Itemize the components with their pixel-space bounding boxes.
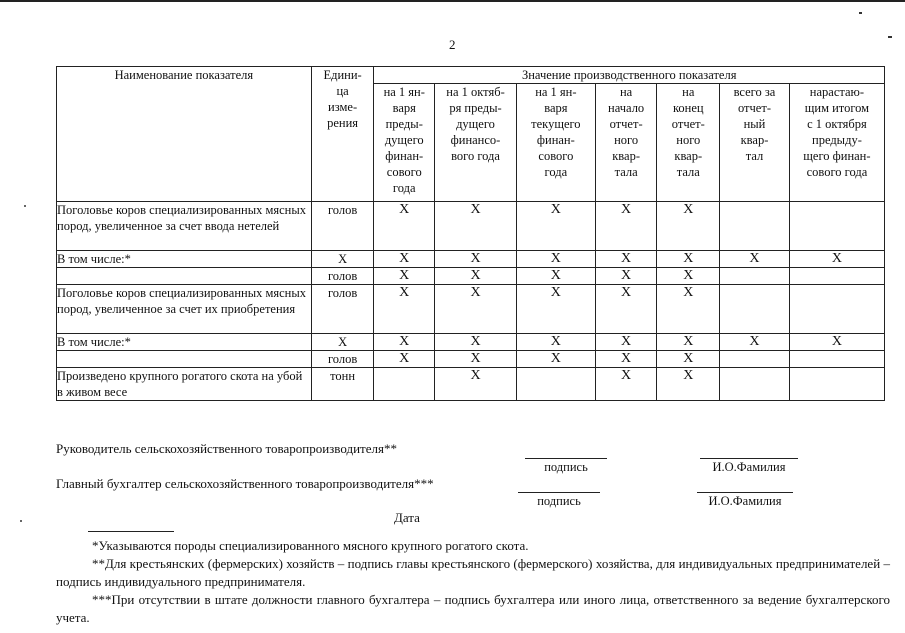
page-number: 2 xyxy=(449,37,456,52)
row-value-cell: X xyxy=(595,251,657,268)
footnote-2: **Для крестьянских (фермерских) хозяйств – подпись главы крестьянского (фермерского) хозяйства, для индивидуальных предпринимателей – подпись индивидуального предпринимателя. xyxy=(56,556,890,589)
header-unit: Едини- ца изме- рения xyxy=(311,67,374,202)
row-value-cell: X xyxy=(720,334,790,351)
table-row xyxy=(57,268,885,285)
row-value-cell xyxy=(789,351,884,368)
row-value-cell xyxy=(720,268,790,285)
row-indicator-name xyxy=(57,351,312,368)
manager-name-caption: И.О.Фамилия xyxy=(712,460,786,474)
row-value-cell xyxy=(720,351,790,368)
table-header-row xyxy=(57,67,885,84)
row-value-cell xyxy=(720,202,790,251)
row-value-cell: X xyxy=(374,285,435,334)
row-value-cell: X xyxy=(595,334,657,351)
header-column-3: на 1 ян- варя текущего финан- сового года xyxy=(516,84,595,202)
table-row xyxy=(57,202,885,251)
scan-mark xyxy=(20,520,22,522)
row-value-cell: X xyxy=(595,351,657,368)
header-indicator-name: Наименование показателя xyxy=(57,67,312,202)
row-value-cell: X xyxy=(374,351,435,368)
row-value-cell: X xyxy=(595,202,657,251)
date-label: Дата xyxy=(394,510,420,525)
row-value-cell: X xyxy=(657,334,720,351)
table-row xyxy=(57,368,885,401)
row-value-cell: X xyxy=(435,285,517,334)
accountant-label: Главный бухгалтер сельскохозяйственного товаропроизводителя*** xyxy=(56,476,434,491)
row-value-cell: X xyxy=(516,351,595,368)
accountant-signature-caption: подпись xyxy=(537,494,581,508)
row-value-cell: X xyxy=(435,268,517,285)
row-unit: голов xyxy=(311,202,374,251)
row-value-cell: X xyxy=(516,334,595,351)
row-value-cell: X xyxy=(657,368,720,401)
row-indicator-name: В том числе:* xyxy=(57,251,312,268)
row-unit: голов xyxy=(311,351,374,368)
row-value-cell: X xyxy=(720,251,790,268)
scan-mark xyxy=(859,12,862,14)
manager-signature-caption: подпись xyxy=(544,460,588,474)
row-value-cell: X xyxy=(435,368,517,401)
scan-mark xyxy=(24,205,26,207)
row-value-cell xyxy=(516,368,595,401)
scan-mark xyxy=(888,36,892,38)
row-value-cell xyxy=(720,368,790,401)
row-indicator-name: Произведено крупного рогатого скота на убой в живом весе xyxy=(57,368,312,401)
row-indicator-name: В том числе:* xyxy=(57,334,312,351)
row-value-cell xyxy=(374,368,435,401)
row-value-cell xyxy=(789,268,884,285)
table-row xyxy=(57,351,885,368)
row-indicator-name xyxy=(57,268,312,285)
manager-name-line xyxy=(700,458,798,459)
table-row xyxy=(57,285,885,334)
accountant-signature-line xyxy=(518,492,600,493)
row-value-cell: X xyxy=(516,202,595,251)
row-value-cell: X xyxy=(657,202,720,251)
row-value-cell: X xyxy=(595,285,657,334)
row-unit: X xyxy=(311,251,374,268)
footnote-1: *Указываются породы специализированного мясного крупного рогатого скота. xyxy=(92,538,529,553)
header-column-5: на конец отчет- ного квар- тала xyxy=(657,84,720,202)
row-value-cell: X xyxy=(657,285,720,334)
header-column-1: на 1 ян- варя преды- дущего финан- сового года xyxy=(374,84,435,202)
row-unit: голов xyxy=(311,285,374,334)
row-value-cell: X xyxy=(374,251,435,268)
row-value-cell: X xyxy=(435,351,517,368)
footnote-separator xyxy=(88,531,174,532)
row-value-cell: X xyxy=(435,202,517,251)
row-value-cell: X xyxy=(516,268,595,285)
row-unit: X xyxy=(311,334,374,351)
header-column-6: всего за отчет- ный квар- тал xyxy=(720,84,790,202)
footnote-3: ***При отсутствии в штате должности главного бухгалтера – подпись бухгалтера или иного лица, ответственного за ведение бухгалтерского учета. xyxy=(56,592,890,625)
header-value-group: Значение производственного показателя xyxy=(374,67,885,84)
row-value-cell xyxy=(789,285,884,334)
row-value-cell: X xyxy=(595,368,657,401)
row-value-cell xyxy=(789,202,884,251)
row-indicator-name: Поголовье коров специализированных мясных пород, увеличенное за счет ввода нетелей xyxy=(57,202,312,251)
header-column-2: на 1 октяб- ря преды- дущего финансо- вого года xyxy=(435,84,517,202)
row-value-cell: X xyxy=(657,251,720,268)
row-value-cell xyxy=(789,368,884,401)
row-value-cell: X xyxy=(374,268,435,285)
production-indicators-table xyxy=(56,66,885,401)
row-indicator-name: Поголовье коров специализированных мясных пород, увеличенное за счет их приобретения xyxy=(57,285,312,334)
header-column-7: нарастаю- щим итогом с 1 октября предыду- щего финан- сового года xyxy=(789,84,884,202)
row-value-cell: X xyxy=(435,251,517,268)
row-value-cell: X xyxy=(374,334,435,351)
row-value-cell: X xyxy=(789,251,884,268)
table-row xyxy=(57,334,885,351)
row-value-cell xyxy=(720,285,790,334)
row-value-cell: X xyxy=(516,251,595,268)
row-value-cell: X xyxy=(435,334,517,351)
row-value-cell: X xyxy=(516,285,595,334)
accountant-name-line xyxy=(697,492,793,493)
header-column-4: на начало отчет- ного квар- тала xyxy=(595,84,657,202)
row-value-cell: X xyxy=(595,268,657,285)
row-value-cell: X xyxy=(789,334,884,351)
row-value-cell: X xyxy=(657,351,720,368)
manager-label: Руководитель сельскохозяйственного товаропроизводителя** xyxy=(56,441,397,456)
row-value-cell: X xyxy=(374,202,435,251)
top-border-line xyxy=(0,0,905,2)
row-value-cell: X xyxy=(657,268,720,285)
accountant-name-caption: И.О.Фамилия xyxy=(708,494,782,508)
manager-signature-line xyxy=(525,458,607,459)
row-unit: тонн xyxy=(311,368,374,401)
table-row xyxy=(57,251,885,268)
row-unit: голов xyxy=(311,268,374,285)
